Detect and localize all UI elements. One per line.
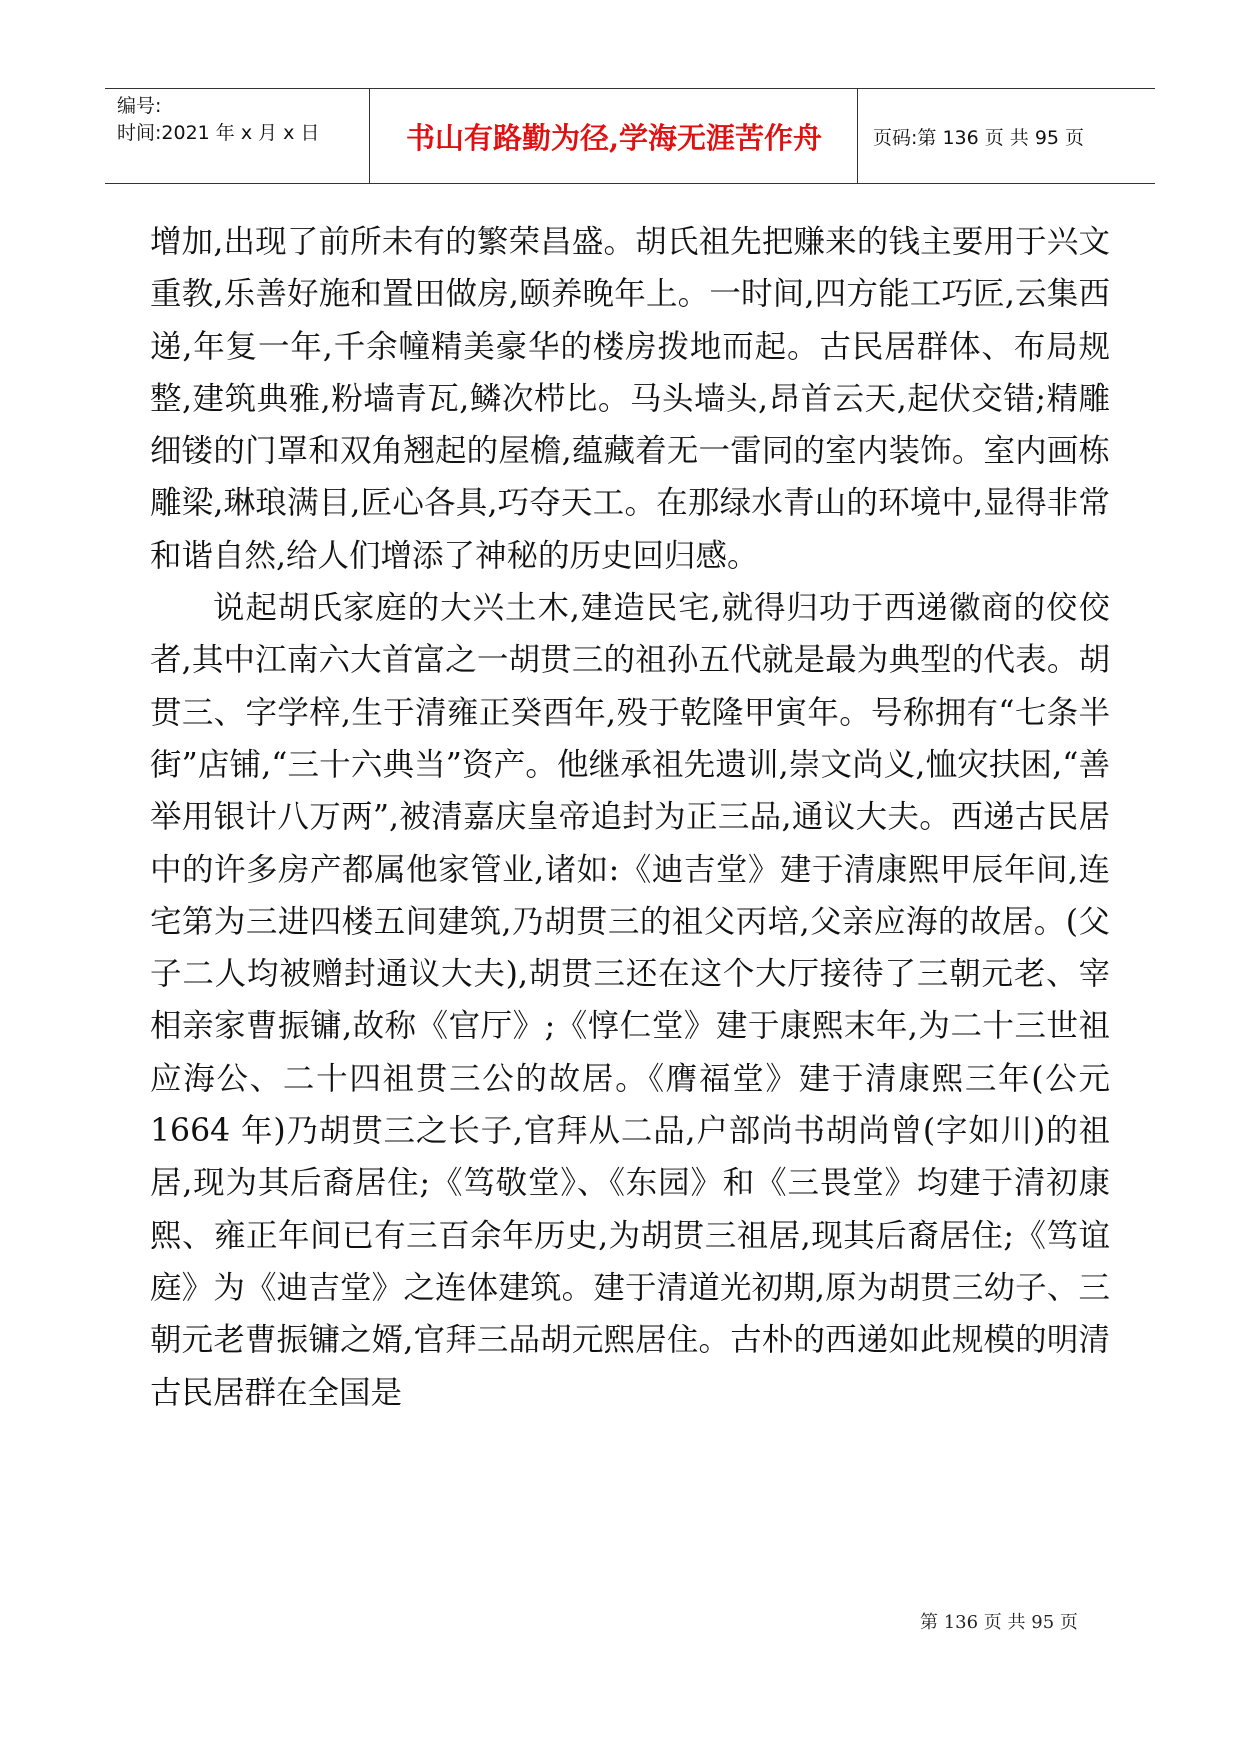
header-page-code: 页码:第 136 页 共 95 页 [873,126,1085,149]
document-time-label: 时间:2021 年 x 月 x 日 [117,122,320,144]
document-number-label: 编号: [117,95,162,117]
header-motto: 书山有路勤为径,学海无涯苦作舟 [405,120,823,155]
body-paragraph: 说起胡氏家庭的大兴土木,建造民宅,就得归功于西递徽商的佼佼者,其中江南六大首富之一胡贯三的祖孙五代就是最为典型的代表。胡贯三、字学梓,生于清雍正癸酉年,殁于乾隆甲寅年。号称拥有“七条半街”店铺,“三十六典当”资产。他继承祖先遗训,崇文尚义,恤灾扶困,“善举用银计八万两”,被清嘉庆皇帝追封为正三品,通议大夫。西递古民居中的许多房产都属他家管业,诸如:《迪吉堂》建于清康熙甲辰年间,连宅第为三进四楼五间建筑,乃胡贯三的祖父丙培,父亲应海的故居。(父子二人均被赠封通议大夫),胡贯三还在这个大厅接待了三朝元老、宰相亲家曹振镛,故称《官厅》;《惇仁堂》建于康熙末年,为二十三世祖应海公、二十四祖贯三公的故居。《膺福堂》建于清康熙三年(公元 1664 年)乃胡贯三之长子,官拜从二品,户部尚书胡尚曾(字如川)的祖居,现为其后裔居住;《笃敬堂》、《东园》和《三畏堂》均建于清初康熙、雍正年间已有三百余年历史,为胡贯三祖居,现其后裔居住;《笃谊庭》为《迪吉堂》之连体建筑。建于清道光初期,原为胡贯三幼子、三朝元老曹振镛之婿,官拜三品胡元熙居住。古朴的西递如此规模的明清古民居群在全国是 [150,590,1110,1411]
header-divider-left [369,89,370,183]
page-header [105,88,1155,184]
header-divider-right [857,89,858,183]
document-body [150,216,1110,1419]
body-paragraph: 增加,出现了前所未有的繁荣昌盛。胡氏祖先把赚来的钱主要用于兴文重教,乐善好施和置田做房,颐养晚年上。一时间,四方能工巧匠,云集西递,年复一年,千余幢精美豪华的楼房拨地而起。古民居群体、布局规整,建筑典雅,粉墙青瓦,鳞次栉比。马头墙头,昂首云天,起伏交错;精雕细镂的门罩和双角翘起的屋檐,蕴藏着无一雷同的室内装饰。室内画栋雕梁,琳琅满目,匠心各具,巧夺天工。在那绿水青山的环境中,显得非常和谐自然,给人们增添了神秘的历史回归感。 [150,224,1110,574]
page-footer: 第 136 页 共 95 页 [920,1612,1078,1633]
